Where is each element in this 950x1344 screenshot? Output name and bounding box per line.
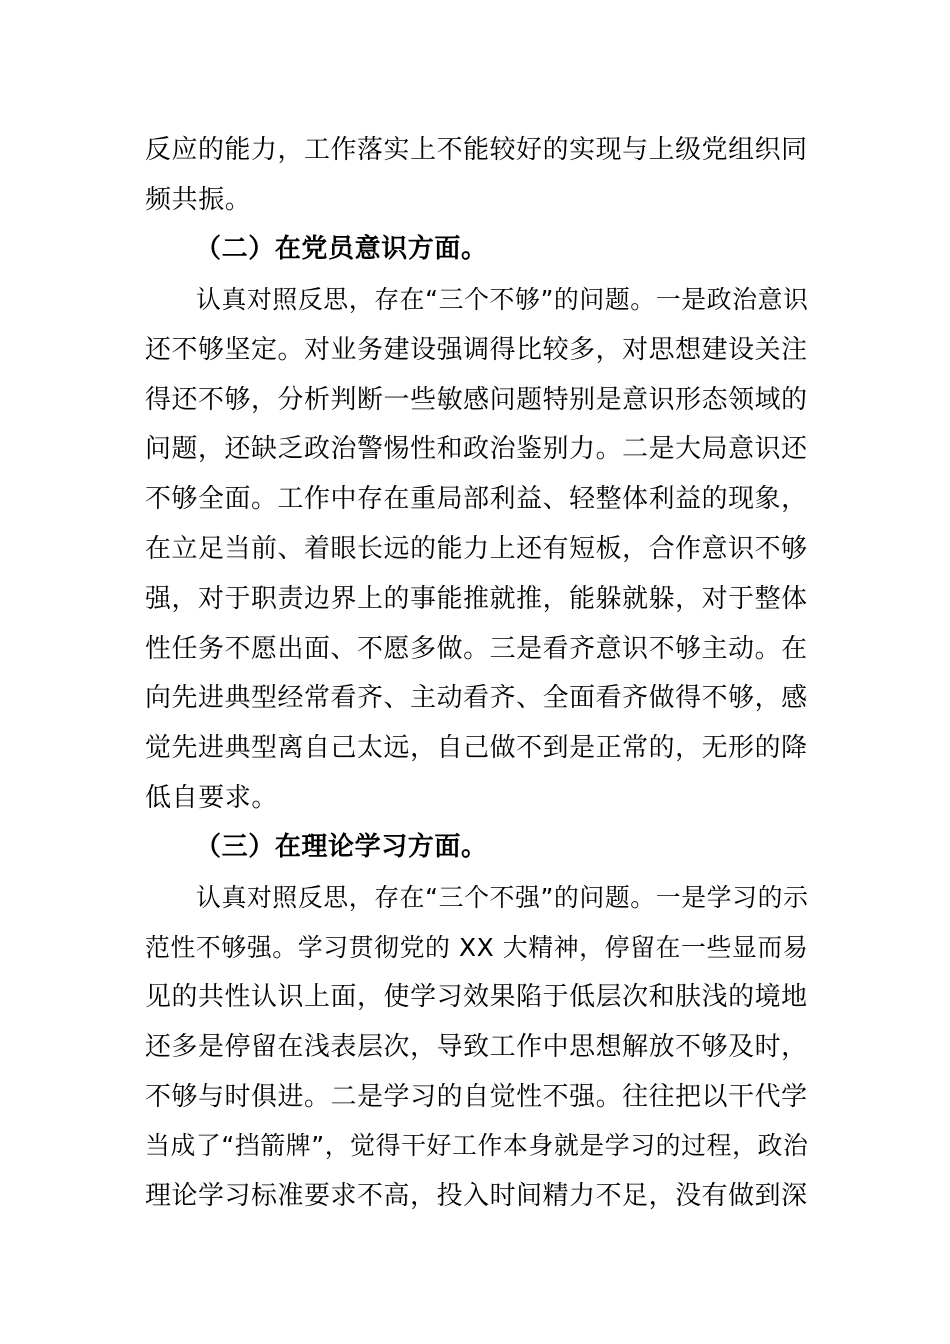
paragraph-line: 见的共性认识上面，使学习效果陷于低层次和肤浅的境地 xyxy=(145,982,808,1012)
paragraph-line: 在立足当前、着眼长远的能力上还有短板，合作意识不够 xyxy=(145,534,808,564)
paragraph-line: 向先进典型经常看齐、主动看齐、全面看齐做得不够，感 xyxy=(145,683,808,713)
paragraph-line: 觉先进典型离自己太远，自己做不到是正常的，无形的降 xyxy=(145,733,808,763)
paragraph-line: 问题，还缺乏政治警惕性和政治鉴别力。二是大局意识还 xyxy=(145,434,808,464)
paragraph-line: 反应的能力，工作落实上不能较好的实现与上级党组织同 xyxy=(145,135,808,165)
paragraph-line: 认真对照反思，存在“三个不强”的问题。一是学习的示 xyxy=(196,883,809,912)
paragraph-line: 强，对于职责边界上的事能推就推，能躲就躲，对于整体 xyxy=(145,584,808,614)
paragraph-line: 认真对照反思，存在“三个不够”的问题。一是政治意识 xyxy=(196,285,809,314)
section-heading-party-awareness: （二）在党员意识方面。 xyxy=(195,234,488,264)
section-heading-theory-study: （三）在理论学习方面。 xyxy=(195,832,488,862)
paragraph-line: 理论学习标准要求不高，投入时间精力不足，没有做到深 xyxy=(145,1181,808,1211)
paragraph-line: 范性不够强。学习贯彻党的 XX 大精神，停留在一些显而易 xyxy=(145,933,809,962)
paragraph-line: 不够与时俱进。二是学习的自觉性不强。往往把以干代学 xyxy=(145,1082,808,1112)
paragraph-line: 得还不够，分析判断一些敏感问题特别是意识形态领域的 xyxy=(145,385,808,415)
paragraph-line: 当成了“挡箭牌”，觉得干好工作本身就是学习的过程，政治 xyxy=(145,1131,809,1160)
paragraph-line: 性任务不愿出面、不愿多做。三是看齐意识不够主动。在 xyxy=(145,634,808,664)
paragraph-line: 还多是停留在浅表层次，导致工作中思想解放不够及时， xyxy=(145,1032,808,1062)
paragraph-line: 不够全面。工作中存在重局部利益、轻整体利益的现象， xyxy=(145,484,808,514)
paragraph-line: 低自要求。 xyxy=(145,783,279,813)
paragraph-line: 还不够坚定。对业务建设强调得比较多，对思想建设关注 xyxy=(145,335,808,365)
paragraph-line: 频共振。 xyxy=(145,185,252,215)
